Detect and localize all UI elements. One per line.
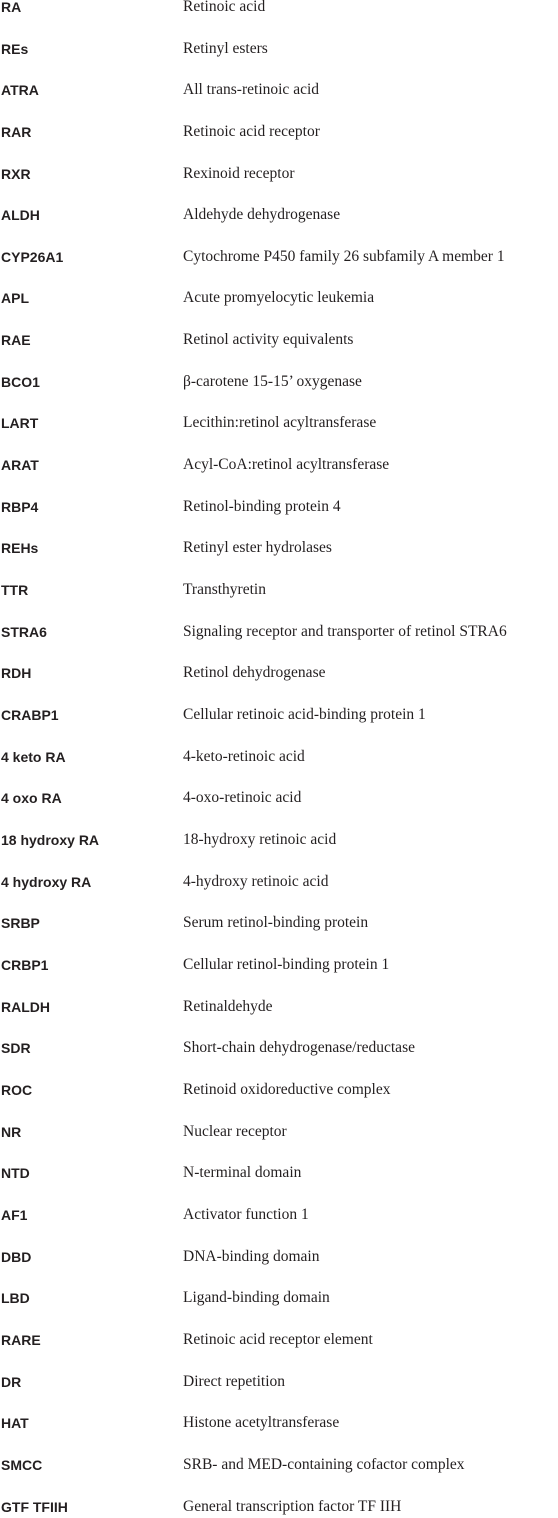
abbreviation-row bbox=[0, 1205, 558, 1225]
abbreviation-term: 4 keto RA bbox=[1, 749, 66, 765]
abbreviation-definition: Ligand-binding domain bbox=[183, 1289, 330, 1306]
abbreviation-definition: Nuclear receptor bbox=[183, 1123, 287, 1140]
abbreviation-term: ALDH bbox=[1, 207, 40, 223]
abbreviation-definition: Aldehyde dehydrogenase bbox=[183, 206, 341, 223]
abbreviation-row bbox=[0, 538, 558, 558]
abbreviation-definition: Retinol activity equivalents bbox=[183, 331, 354, 348]
abbreviation-definition: Activator function 1 bbox=[183, 1206, 309, 1223]
abbreviation-term: LART bbox=[1, 415, 39, 431]
abbreviation-row bbox=[0, 1497, 558, 1517]
abbreviation-definition: Direct repetition bbox=[183, 1373, 285, 1390]
abbreviation-term: RXR bbox=[1, 166, 31, 182]
abbreviation-definition: Retinyl ester hydrolases bbox=[183, 539, 332, 556]
abbreviation-definition: Acyl-CoA:retinol acyltransferase bbox=[183, 456, 390, 473]
abbreviation-term: 4 hydroxy RA bbox=[1, 874, 92, 890]
abbreviation-definition: Lecithin:retinol acyltransferase bbox=[183, 414, 377, 431]
abbreviation-term: REs bbox=[1, 41, 29, 57]
abbreviation-definition: Histone acetyltransferase bbox=[183, 1414, 340, 1431]
abbreviation-definition: Cellular retinoic acid-binding protein 1 bbox=[183, 706, 426, 723]
abbreviation-term: RALDH bbox=[1, 999, 50, 1015]
abbreviation-row bbox=[0, 39, 558, 59]
abbreviation-row bbox=[0, 663, 558, 683]
abbreviation-definition: Cytochrome P450 family 26 subfamily A member 1 bbox=[183, 248, 505, 265]
abbreviation-term: CYP26A1 bbox=[1, 249, 64, 265]
abbreviation-definition: General transcription factor TF IIH bbox=[183, 1498, 402, 1515]
abbreviation-definition: Signaling receptor and transporter of retinol STRA6 bbox=[183, 623, 507, 640]
abbreviation-row bbox=[0, 497, 558, 517]
abbreviation-row bbox=[0, 330, 558, 350]
abbreviation-definition: Short-chain dehydrogenase/reductase bbox=[183, 1039, 415, 1056]
abbreviation-term: RBP4 bbox=[1, 499, 39, 515]
abbreviation-row bbox=[0, 288, 558, 308]
abbreviation-term: AF1 bbox=[1, 1207, 28, 1223]
abbreviation-row bbox=[0, 1080, 558, 1100]
abbreviation-term: 4 oxo RA bbox=[1, 790, 62, 806]
abbreviation-term: RAR bbox=[1, 124, 32, 140]
abbreviation-row bbox=[0, 413, 558, 433]
abbreviation-term: CRBP1 bbox=[1, 957, 49, 973]
abbreviation-term: LBD bbox=[1, 1290, 30, 1306]
abbreviation-row bbox=[0, 872, 558, 892]
abbreviation-term: SMCC bbox=[1, 1457, 43, 1473]
abbreviation-row bbox=[0, 455, 558, 475]
abbreviation-definition: Cellular retinol-binding protein 1 bbox=[183, 956, 390, 973]
abbreviation-row bbox=[0, 1413, 558, 1433]
abbreviation-term: 18 hydroxy RA bbox=[1, 832, 100, 848]
abbreviation-row bbox=[0, 705, 558, 725]
abbreviation-term: CRABP1 bbox=[1, 707, 59, 723]
abbreviation-term: BCO1 bbox=[1, 374, 40, 390]
abbreviation-term: GTF TFIIH bbox=[1, 1499, 68, 1515]
abbreviation-definition: Retinaldehyde bbox=[183, 998, 273, 1015]
abbreviation-term: TTR bbox=[1, 582, 29, 598]
abbreviation-definition: Retinol-binding protein 4 bbox=[183, 498, 341, 515]
abbreviation-definition: Acute promyelocytic leukemia bbox=[183, 289, 375, 306]
abbreviation-term: SDR bbox=[1, 1040, 31, 1056]
abbreviation-term: STRA6 bbox=[1, 624, 47, 640]
abbreviation-definition: DNA-binding domain bbox=[183, 1248, 320, 1265]
abbreviation-row bbox=[0, 1372, 558, 1392]
abbreviation-definition: 4-hydroxy retinoic acid bbox=[183, 873, 329, 890]
abbreviation-row bbox=[0, 913, 558, 933]
abbreviation-row bbox=[0, 0, 558, 17]
abbreviation-definition: Rexinoid receptor bbox=[183, 165, 295, 182]
abbreviation-definition: 4-keto-retinoic acid bbox=[183, 748, 305, 765]
abbreviation-row bbox=[0, 955, 558, 975]
abbreviation-term: APL bbox=[1, 290, 29, 306]
abbreviation-row bbox=[0, 1122, 558, 1142]
abbreviation-row bbox=[0, 747, 558, 767]
abbreviation-term: DR bbox=[1, 1374, 22, 1390]
abbreviation-term: ROC bbox=[1, 1082, 33, 1098]
abbreviation-definition: All trans-retinoic acid bbox=[183, 81, 320, 98]
abbreviation-term: RA bbox=[1, 0, 22, 15]
abbreviation-term: NR bbox=[1, 1124, 22, 1140]
abbreviation-row bbox=[0, 372, 558, 392]
abbreviation-term: REHs bbox=[1, 540, 39, 556]
abbreviation-row bbox=[0, 247, 558, 267]
abbreviation-row bbox=[0, 164, 558, 184]
abbreviation-definition: 4-oxo-retinoic acid bbox=[183, 789, 302, 806]
abbreviation-row bbox=[0, 788, 558, 808]
abbreviation-row bbox=[0, 80, 558, 100]
abbreviation-definition: Retinyl esters bbox=[183, 40, 268, 57]
abbreviation-row bbox=[0, 1247, 558, 1267]
abbreviation-term: ARAT bbox=[1, 457, 39, 473]
abbreviation-definition: 18-hydroxy retinoic acid bbox=[183, 831, 337, 848]
abbreviation-definition: Transthyretin bbox=[183, 581, 266, 598]
abbreviation-definition: Retinoic acid receptor bbox=[183, 123, 320, 140]
abbreviation-term: RAE bbox=[1, 332, 31, 348]
abbreviation-row bbox=[0, 205, 558, 225]
abbreviation-row bbox=[0, 122, 558, 142]
abbreviation-definition: SRB- and MED-containing cofactor complex bbox=[183, 1456, 465, 1473]
abbreviation-definition: Retinoic acid bbox=[183, 0, 266, 15]
abbreviation-term: HAT bbox=[1, 1415, 29, 1431]
abbreviation-definition: Retinoid oxidoreductive complex bbox=[183, 1081, 391, 1098]
abbreviation-term: RDH bbox=[1, 665, 32, 681]
abbreviation-row bbox=[0, 830, 558, 850]
abbreviation-term: RARE bbox=[1, 1332, 41, 1348]
abbreviation-term: DBD bbox=[1, 1249, 32, 1265]
abbreviation-definition: Retinoic acid receptor element bbox=[183, 1331, 373, 1348]
abbreviation-term: SRBP bbox=[1, 915, 40, 931]
abbreviation-row bbox=[0, 1163, 558, 1183]
abbreviation-row bbox=[0, 580, 558, 600]
abbreviation-term: NTD bbox=[1, 1165, 30, 1181]
abbreviation-term: ATRA bbox=[1, 82, 39, 98]
abbreviation-row bbox=[0, 997, 558, 1017]
abbreviation-row bbox=[0, 622, 558, 642]
abbreviation-definition: N-terminal domain bbox=[183, 1164, 302, 1181]
abbreviation-definition: β-carotene 15-15’ oxygenase bbox=[183, 373, 362, 390]
abbreviation-definition: Serum retinol-binding protein bbox=[183, 914, 369, 931]
abbreviation-row bbox=[0, 1330, 558, 1350]
abbreviation-row bbox=[0, 1455, 558, 1475]
abbreviation-definition: Retinol dehydrogenase bbox=[183, 664, 326, 681]
abbreviation-row bbox=[0, 1038, 558, 1058]
abbreviation-row bbox=[0, 1288, 558, 1308]
